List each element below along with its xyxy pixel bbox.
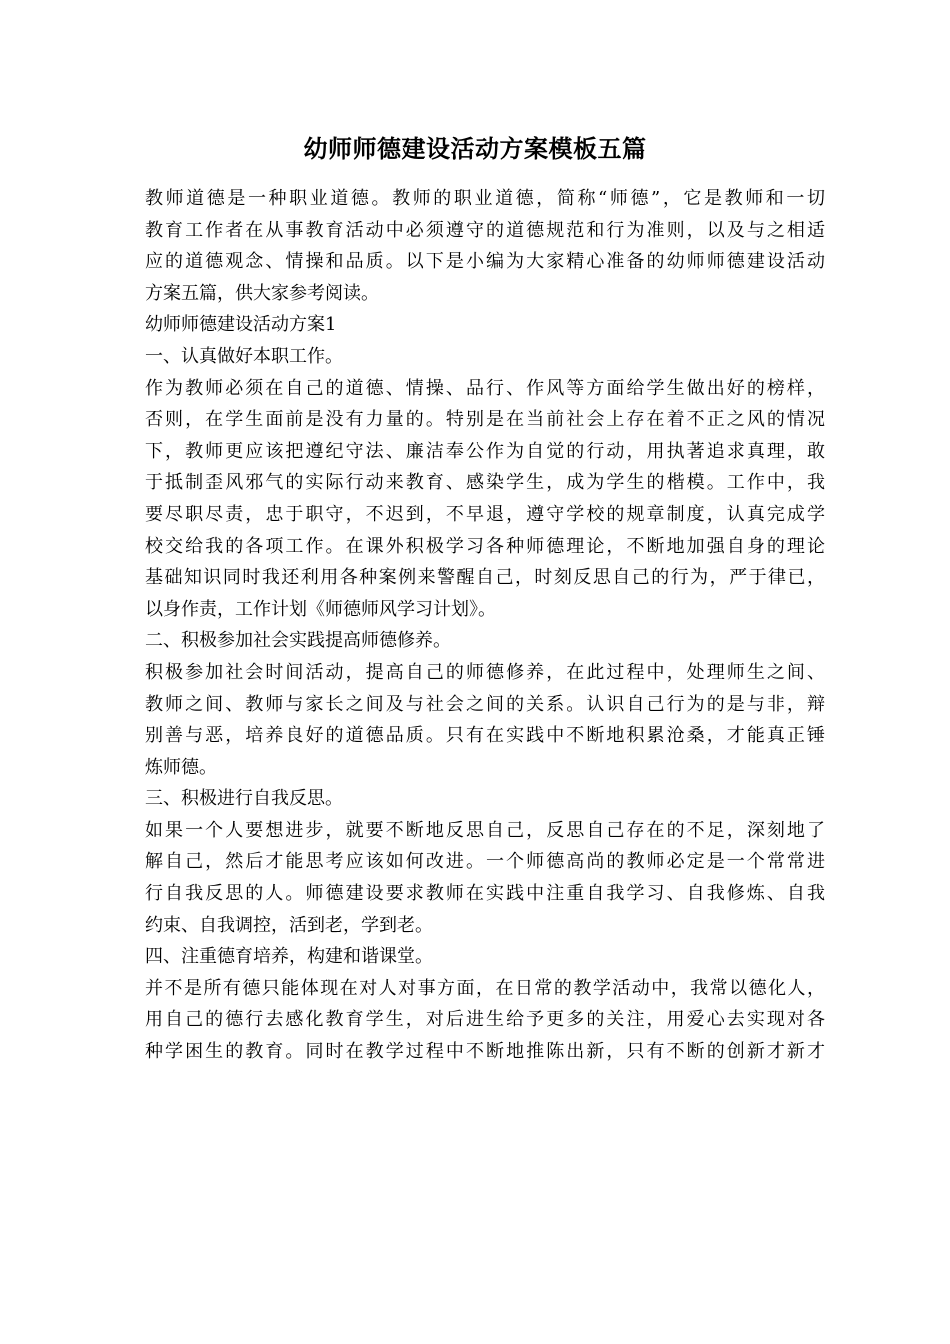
text-line: 如果一个人要想进步，就要不断地反思自己，反思自己存在的不足，深刻地了 bbox=[145, 819, 825, 841]
text-line: 作为教师必须在自己的道德、情操、品行、作风等方面给学生做出好的榜样， bbox=[145, 377, 825, 399]
text-line: 并不是所有德只能体现在对人对事方面，在日常的教学活动中，我常以德化人， bbox=[145, 977, 825, 999]
text-line: 行自我反思的人。师德建设要求教师在实践中注重自我学习、自我修炼、自我 bbox=[145, 883, 825, 905]
document-title: 幼师师德建设活动方案模板五篇 bbox=[303, 134, 647, 163]
text-line: 应的道德观念、情操和品质。以下是小编为大家精心准备的幼师师德建设活动 bbox=[145, 251, 825, 273]
text-line: 用自己的德行去感化教育学生，对后进生给予更多的关注，用爱心去实现对各 bbox=[145, 1009, 825, 1031]
text-line: 教师道德是一种职业道德。教师的职业道德，简称“师德”，它是教师和一切 bbox=[145, 188, 825, 209]
text-line: 校交给我的各项工作。在课外积极学习各种师德理论，不断地加强自身的理论 bbox=[145, 535, 825, 557]
text-line: 基础知识同时我还利用各种案例来警醒自己，时刻反思自己的行为，严于律已， bbox=[145, 567, 825, 589]
text-line: 四、注重德育培养，构建和谐课堂。 bbox=[145, 946, 433, 968]
text-line: 种学困生的教育。同时在教学过程中不断地推陈出新，只有不断的创新才新才 bbox=[145, 1041, 825, 1063]
text-line: 幼师师德建设活动方案1 bbox=[145, 314, 337, 336]
text-line: 于抵制歪风邪气的实际行动来教育、感染学生，成为学生的楷模。工作中，我 bbox=[145, 472, 825, 494]
text-line: 炼师德。 bbox=[145, 756, 217, 778]
document-body bbox=[145, 183, 825, 1068]
text-line: 教师之间、教师与家长之间及与社会之间的关系。认识自己行为的是与非，辩 bbox=[145, 693, 825, 715]
text-line: 方案五篇，供大家参考阅读。 bbox=[145, 282, 379, 304]
text-line: 积极参加社会时间活动，提高自己的师德修养，在此过程中，处理师生之间、 bbox=[145, 661, 825, 683]
text-line: 下，教师更应该把遵纪守法、廉洁奉公作为自觉的行动，用执著追求真理，敢 bbox=[145, 440, 825, 462]
text-line: 一、认真做好本职工作。 bbox=[145, 345, 343, 367]
text-line: 二、积极参加社会实践提高师德修养。 bbox=[145, 630, 451, 652]
text-line: 以身作责，工作计划《师德师风学习计划》。 bbox=[145, 598, 496, 620]
text-line: 约束、自我调控，活到老，学到老。 bbox=[145, 914, 433, 936]
text-line: 三、积极进行自我反思。 bbox=[145, 788, 343, 810]
text-line: 解自己，然后才能思考应该如何改进。一个师德高尚的教师必定是一个常常进 bbox=[145, 851, 825, 873]
text-line: 否则，在学生面前是没有力量的。特别是在当前社会上存在着不正之风的情况 bbox=[145, 409, 825, 431]
text-line: 别善与恶，培养良好的道德品质。只有在实践中不断地积累沧桑，才能真正锤 bbox=[145, 725, 825, 747]
text-line: 教育工作者在从事教育活动中必须遵守的道德规范和行为准则，以及与之相适 bbox=[145, 219, 825, 241]
text-line: 要尽职尽责，忠于职守，不迟到，不早退，遵守学校的规章制度，认真完成学 bbox=[145, 503, 825, 525]
